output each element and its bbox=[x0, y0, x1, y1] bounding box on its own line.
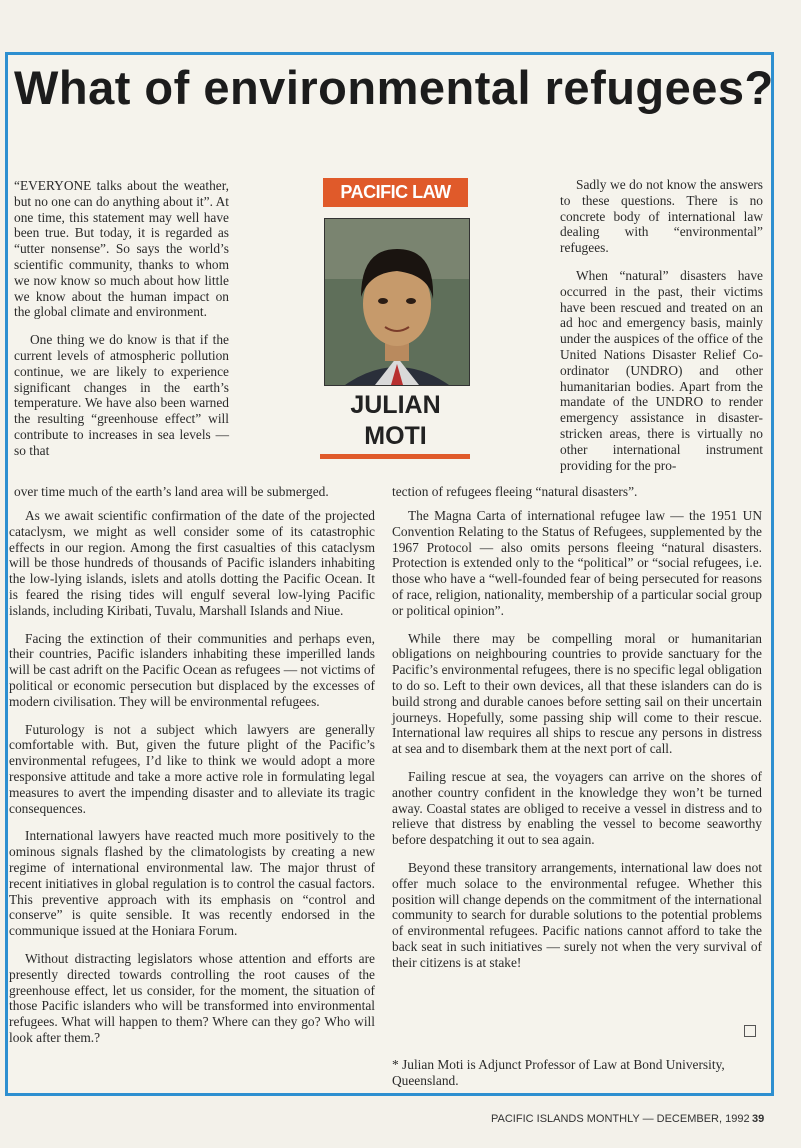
publication-info: PACIFIC ISLANDS MONTHLY — DECEMBER, 1992 bbox=[491, 1113, 750, 1125]
right-column-top bbox=[560, 177, 763, 473]
author-first-name: JULIAN bbox=[350, 391, 441, 419]
accent-rule bbox=[320, 454, 470, 459]
author-photo bbox=[324, 218, 470, 386]
portrait-icon bbox=[325, 219, 469, 385]
headline: What of environmental refugees? bbox=[14, 61, 774, 114]
paragraph: While there may be compelling moral or humanitarian obligations on neighbouring countries to provide sanctuary for the Pacific’s environmental refugees, there is no specific legal obligation to do so. Left to their own devices, all that these islanders can do is build strong and durable canoes before setting sail on their uncertain journeys. Hopefully, some passing ship will come to their rescue. International law requires all ships to rescue any persons in distress at sea and to disembark them at the next port of call. bbox=[392, 630, 762, 757]
paragraph: One thing we do know is that if the current levels of atmospheric pollution continue, we are likely to experience significant changes in the earth’s temperature. We have also been warned the resulting “greenhouse effect” will contribute to increases in sea levels — so that bbox=[14, 332, 229, 458]
paragraph: Beyond these transitory arrangements, international law does not offer much solace to the environmental refugee. Whether this position will change depends on the commitment of the international community to search for durable solutions to the potential problems of environmental refugees. Pacific nations cannot afford to take the back seat in such initiatives — surely not when the very survival of their citizens is at stake! bbox=[392, 859, 762, 970]
paragraph: International lawyers have reacted much more positively to the ominous signals flashed by the climatologists by creating a new regime of international environmental law. The major thrust of recent initiatives in global regulation is to control the casual factors. This preventive approach with its emphasis on “control and conserve” is quite sensible. It was recently endorsed in the communique issued at the Honiara Forum. bbox=[9, 828, 375, 939]
paragraph: The Magna Carta of international refugee law — the 1951 UN Convention Relating to the Status of Refugees, supplemented by the 1967 Protocol — also omits persons fleeing “natural disasters. Protection is extended only to the “political” or “social refugees, i.e. those who have a “well-founded fear of being persecuted for reasons of race, religion, nationality, membership of a particular social group or political opinion”. bbox=[392, 508, 762, 618]
page-number: 39 bbox=[752, 1113, 765, 1125]
right-column-lower bbox=[392, 508, 762, 983]
paragraph: Futurology is not a subject which lawyers are generally comfortable with. But, given the future plight of the Pacific’s environmental refugees, I’d like to think we would adopt a more responsive attitude and take a more active role in formulating legal measures to avert the impending disaster and to alleviate its tragic consequences. bbox=[9, 721, 375, 816]
left-column-lower bbox=[9, 508, 375, 1058]
paragraph: Without distracting legislators whose attention and efforts are presently directed towards controlling the root causes of the greenhouse effect, let us consider, for the moment, the situation of those Pacific islanders who will be transformed into environmental refugees. What will happen to them? Where can they go? Who will look after them.? bbox=[9, 950, 375, 1045]
paragraph-tail: tection of refugees fleeing “natural disasters”. bbox=[392, 484, 638, 499]
paragraph: Failing rescue at sea, the voyagers can arrive on the shores of another country confident in the knowledge they won’t be turned away. Coastal states are obliged to receive a vessel in distress and to relieve that distress by enabling the vessel to become seaworthy before despatching it out to sea again. bbox=[392, 768, 762, 848]
paragraph: Sadly we do not know the answers to these questions. There is no concrete body of international law dealing with “environmental” refugees. bbox=[560, 177, 763, 256]
paragraph: Facing the extinction of their communities and perhaps even, their countries, Pacific islanders inhabiting these imperilled lands will be cast adrift on the Pacific Ocean as refugees — not victims of political or economic persecution but displaced by the excesses of modern civilisation. They will be environmental refugees. bbox=[9, 630, 375, 709]
paragraph: As we await scientific confirmation of the date of the projected cataclysm, we might as well consider some of its catastrophic effects in our region. Among the first casualties of this cataclysm will be those hundreds of thousands of Pacific islanders inhabiting the low-lying islands, islets and atolls dotting the Pacific Ocean. It is feared the rising tides will engulf several low-lying Pacific islands, including Kiribati, Tuvalu, Marshall Islands and Niue. bbox=[9, 508, 375, 618]
paragraph: When “natural” disasters have occurred in the past, their victims have been rescued and treated on an ad hoc and emergency basis, mainly under the auspices of the office of the United Nations Disaster Relief Co-ordinator (UNDRO) and other humanitarian bodies. Apart from the mandate of the UNDRO to render emergency assistance in disaster-stricken areas, there is virtually no other international instrument providing for the pro- bbox=[560, 267, 763, 473]
paragraph: “EVERYONE talks about the weather, but no one can do anything about it”. At one time, this statement may well have been true. But today, it is regarded as “utter nonsense”. So says the world’s scientific community, thanks to whom we now know so much about how little we know about the human impact on the global climate and environment. bbox=[14, 178, 229, 320]
footnote: * Julian Moti is Adjunct Professor of Law at Bond University, Queensland. bbox=[392, 1057, 725, 1088]
right-para-tail bbox=[392, 484, 762, 500]
author-name bbox=[323, 390, 468, 452]
left-column-top bbox=[14, 178, 229, 459]
left-para-tail bbox=[14, 484, 384, 500]
section-badge: PACIFIC LAW bbox=[323, 178, 468, 207]
author-last-name: MOTI bbox=[364, 422, 427, 450]
paragraph-tail: over time much of the earth’s land area will be submerged. bbox=[14, 484, 329, 499]
end-mark-icon bbox=[744, 1025, 756, 1037]
